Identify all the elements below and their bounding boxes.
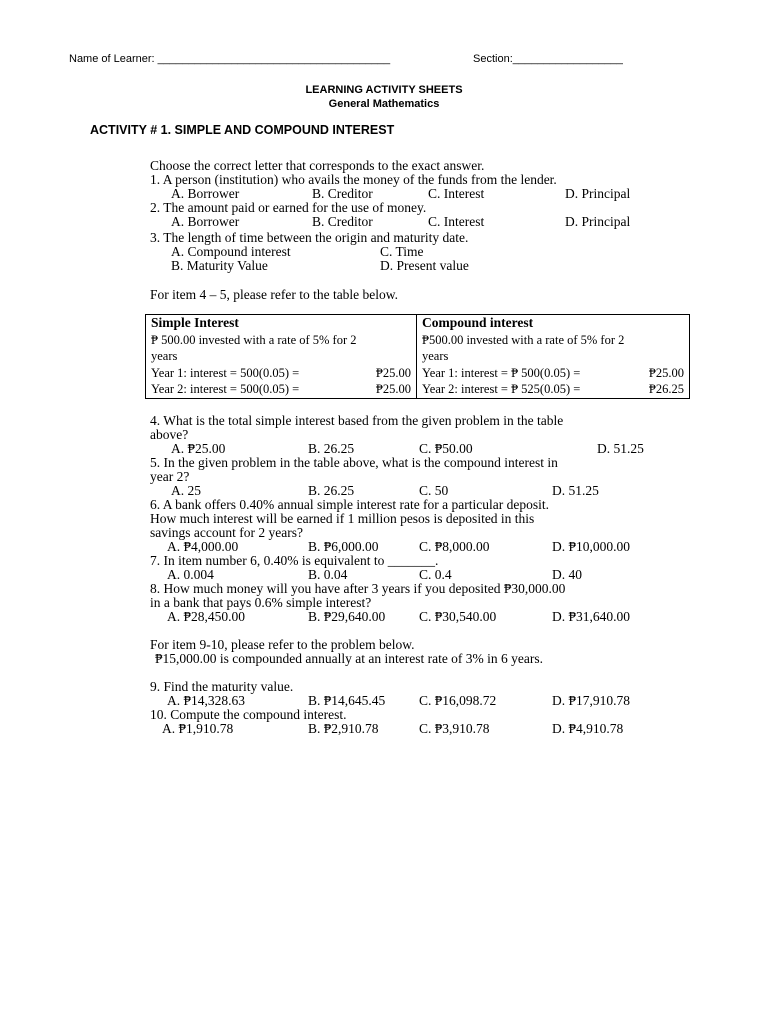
q1-option-a: A. Borrower: [171, 186, 240, 201]
question-6: 6. A bank offers 0.40% annual simple interest rate for a particular deposit.: [150, 497, 550, 512]
q4-option-b: B. 26.25: [308, 441, 355, 456]
q9-option-d: D. ₱17,910.78: [552, 693, 631, 708]
compound-interest-year1: [422, 365, 684, 382]
q4-option-c: C. ₱50.00: [419, 441, 473, 456]
q3-option-a: A. Compound interest: [171, 244, 291, 259]
q9-option-a: A. ₱14,328.63: [167, 693, 246, 708]
question-10: 10. Compute the compound interest.: [150, 707, 347, 722]
question-6-cont1: How much interest will be earned if 1 million pesos is deposited in this: [150, 511, 535, 526]
compound-interest-line2: years: [422, 349, 449, 363]
question-5: 5. In the given problem in the table above, what is the compound interest in: [150, 455, 558, 470]
compound-interest-cell: [417, 315, 690, 399]
q10-option-d: D. ₱4,910.78: [552, 721, 624, 736]
question-5-cont: year 2?: [150, 469, 190, 484]
question-6-cont2: savings account for 2 years?: [150, 525, 303, 540]
q7-option-a: A. 0.004: [167, 567, 214, 582]
question-8: 8. How much money will you have after 3 years if you deposited ₱30,000.00: [150, 581, 566, 596]
question-3: 3. The length of time between the origin and maturity date.: [150, 230, 469, 245]
q10-option-b: B. ₱2,910.78: [308, 721, 379, 736]
question-1: 1. A person (institution) who avails the money of the funds from the lender.: [150, 172, 557, 187]
q8-option-b: B. ₱29,640.00: [308, 609, 386, 624]
simple-year2-value: ₱25.00: [375, 382, 411, 396]
compound-year2-formula: Year 2: interest = ₱ 525(0.05) =: [422, 382, 581, 396]
question-7: 7. In item number 6, 0.40% is equivalent to _______.: [150, 553, 439, 568]
q2-option-a: A. Borrower: [171, 214, 240, 229]
table-intro: For item 4 – 5, please refer to the table below.: [150, 287, 399, 302]
compound-year1-value: ₱25.00: [648, 365, 684, 380]
simple-year1-formula: Year 1: interest = 500(0.05) =: [151, 365, 300, 380]
compound-year2-value: ₱26.25: [648, 382, 684, 396]
simple-interest-cell: [146, 315, 417, 399]
q8-option-a: A. ₱28,450.00: [167, 609, 246, 624]
problem-statement: ₱15,000.00 is compounded annually at an interest rate of 3% in 6 years.: [155, 651, 544, 666]
q9-option-c: C. ₱16,098.72: [419, 693, 497, 708]
question-4: 4. What is the total simple interest based from the given problem in the table: [150, 413, 564, 428]
q2-option-d: D. Principal: [565, 214, 631, 229]
q6-option-c: C. ₱8,000.00: [419, 539, 490, 554]
q1-option-c: C. Interest: [428, 186, 485, 201]
question-2: 2. The amount paid or earned for the use of money.: [150, 200, 427, 215]
compound-interest-year2: [422, 381, 684, 398]
question-4-cont: above?: [150, 427, 189, 442]
q2-option-c: C. Interest: [428, 214, 485, 229]
simple-interest-line2: years: [151, 349, 178, 363]
q7-option-d: D. 40: [552, 567, 582, 582]
interest-table: [145, 314, 690, 399]
question-9: 9. Find the maturity value.: [150, 679, 294, 694]
simple-interest-line1: ₱ 500.00 invested with a rate of 5% for 2: [151, 332, 357, 347]
q6-option-b: B. ₱6,000.00: [308, 539, 379, 554]
q5-option-a: A. 25: [171, 483, 201, 498]
section-field[interactable]: Section:__________________: [473, 53, 623, 65]
compound-year1-formula: Year 1: interest = ₱ 500(0.05) =: [422, 365, 581, 380]
simple-interest-year1: [151, 365, 411, 382]
q8-option-d: D. ₱31,640.00: [552, 609, 631, 624]
q5-option-c: C. 50: [419, 483, 449, 498]
learner-name-field[interactable]: Name of Learner: ______________________________________: [69, 53, 391, 65]
sheet-title: LEARNING ACTIVITY SHEETS: [305, 84, 463, 96]
problem-intro: For item 9-10, please refer to the problem below.: [150, 637, 415, 652]
q10-option-c: C. ₱3,910.78: [419, 721, 490, 736]
q7-option-b: B. 0.04: [308, 567, 348, 582]
simple-year2-formula: Year 2: interest = 500(0.05) =: [151, 382, 300, 396]
sheet-subtitle: General Mathematics: [328, 98, 440, 110]
q6-option-a: A. ₱4,000.00: [167, 539, 239, 554]
q4-option-d: D. 51.25: [597, 441, 644, 456]
activity-heading: ACTIVITY # 1. SIMPLE AND COMPOUND INTEREST: [90, 123, 395, 137]
q10-option-a: A. ₱1,910.78: [162, 721, 234, 736]
q5-option-d: D. 51.25: [552, 483, 599, 498]
simple-interest-year2: [151, 381, 411, 398]
q3-option-d: D. Present value: [380, 258, 469, 273]
instructions: Choose the correct letter that corresponds to the exact answer.: [150, 158, 485, 173]
q3-option-c: C. Time: [380, 244, 424, 259]
q2-option-b: B. Creditor: [312, 214, 373, 229]
q1-option-d: D. Principal: [565, 186, 631, 201]
q3-option-b: B. Maturity Value: [171, 258, 268, 273]
q6-option-d: D. ₱10,000.00: [552, 539, 631, 554]
q7-option-c: C. 0.4: [419, 567, 452, 582]
simple-year1-value: ₱25.00: [375, 365, 411, 380]
compound-interest-line1: ₱500.00 invested with a rate of 5% for 2: [422, 332, 625, 347]
compound-interest-header: Compound interest: [422, 315, 534, 330]
q9-option-b: B. ₱14,645.45: [308, 693, 386, 708]
q5-option-b: B. 26.25: [308, 483, 355, 498]
simple-interest-header: Simple Interest: [151, 315, 239, 330]
q4-option-a: A. ₱25.00: [171, 441, 226, 456]
q1-option-b: B. Creditor: [312, 186, 373, 201]
q8-option-c: C. ₱30,540.00: [419, 609, 497, 624]
question-8-cont: in a bank that pays 0.6% simple interest?: [150, 595, 372, 610]
